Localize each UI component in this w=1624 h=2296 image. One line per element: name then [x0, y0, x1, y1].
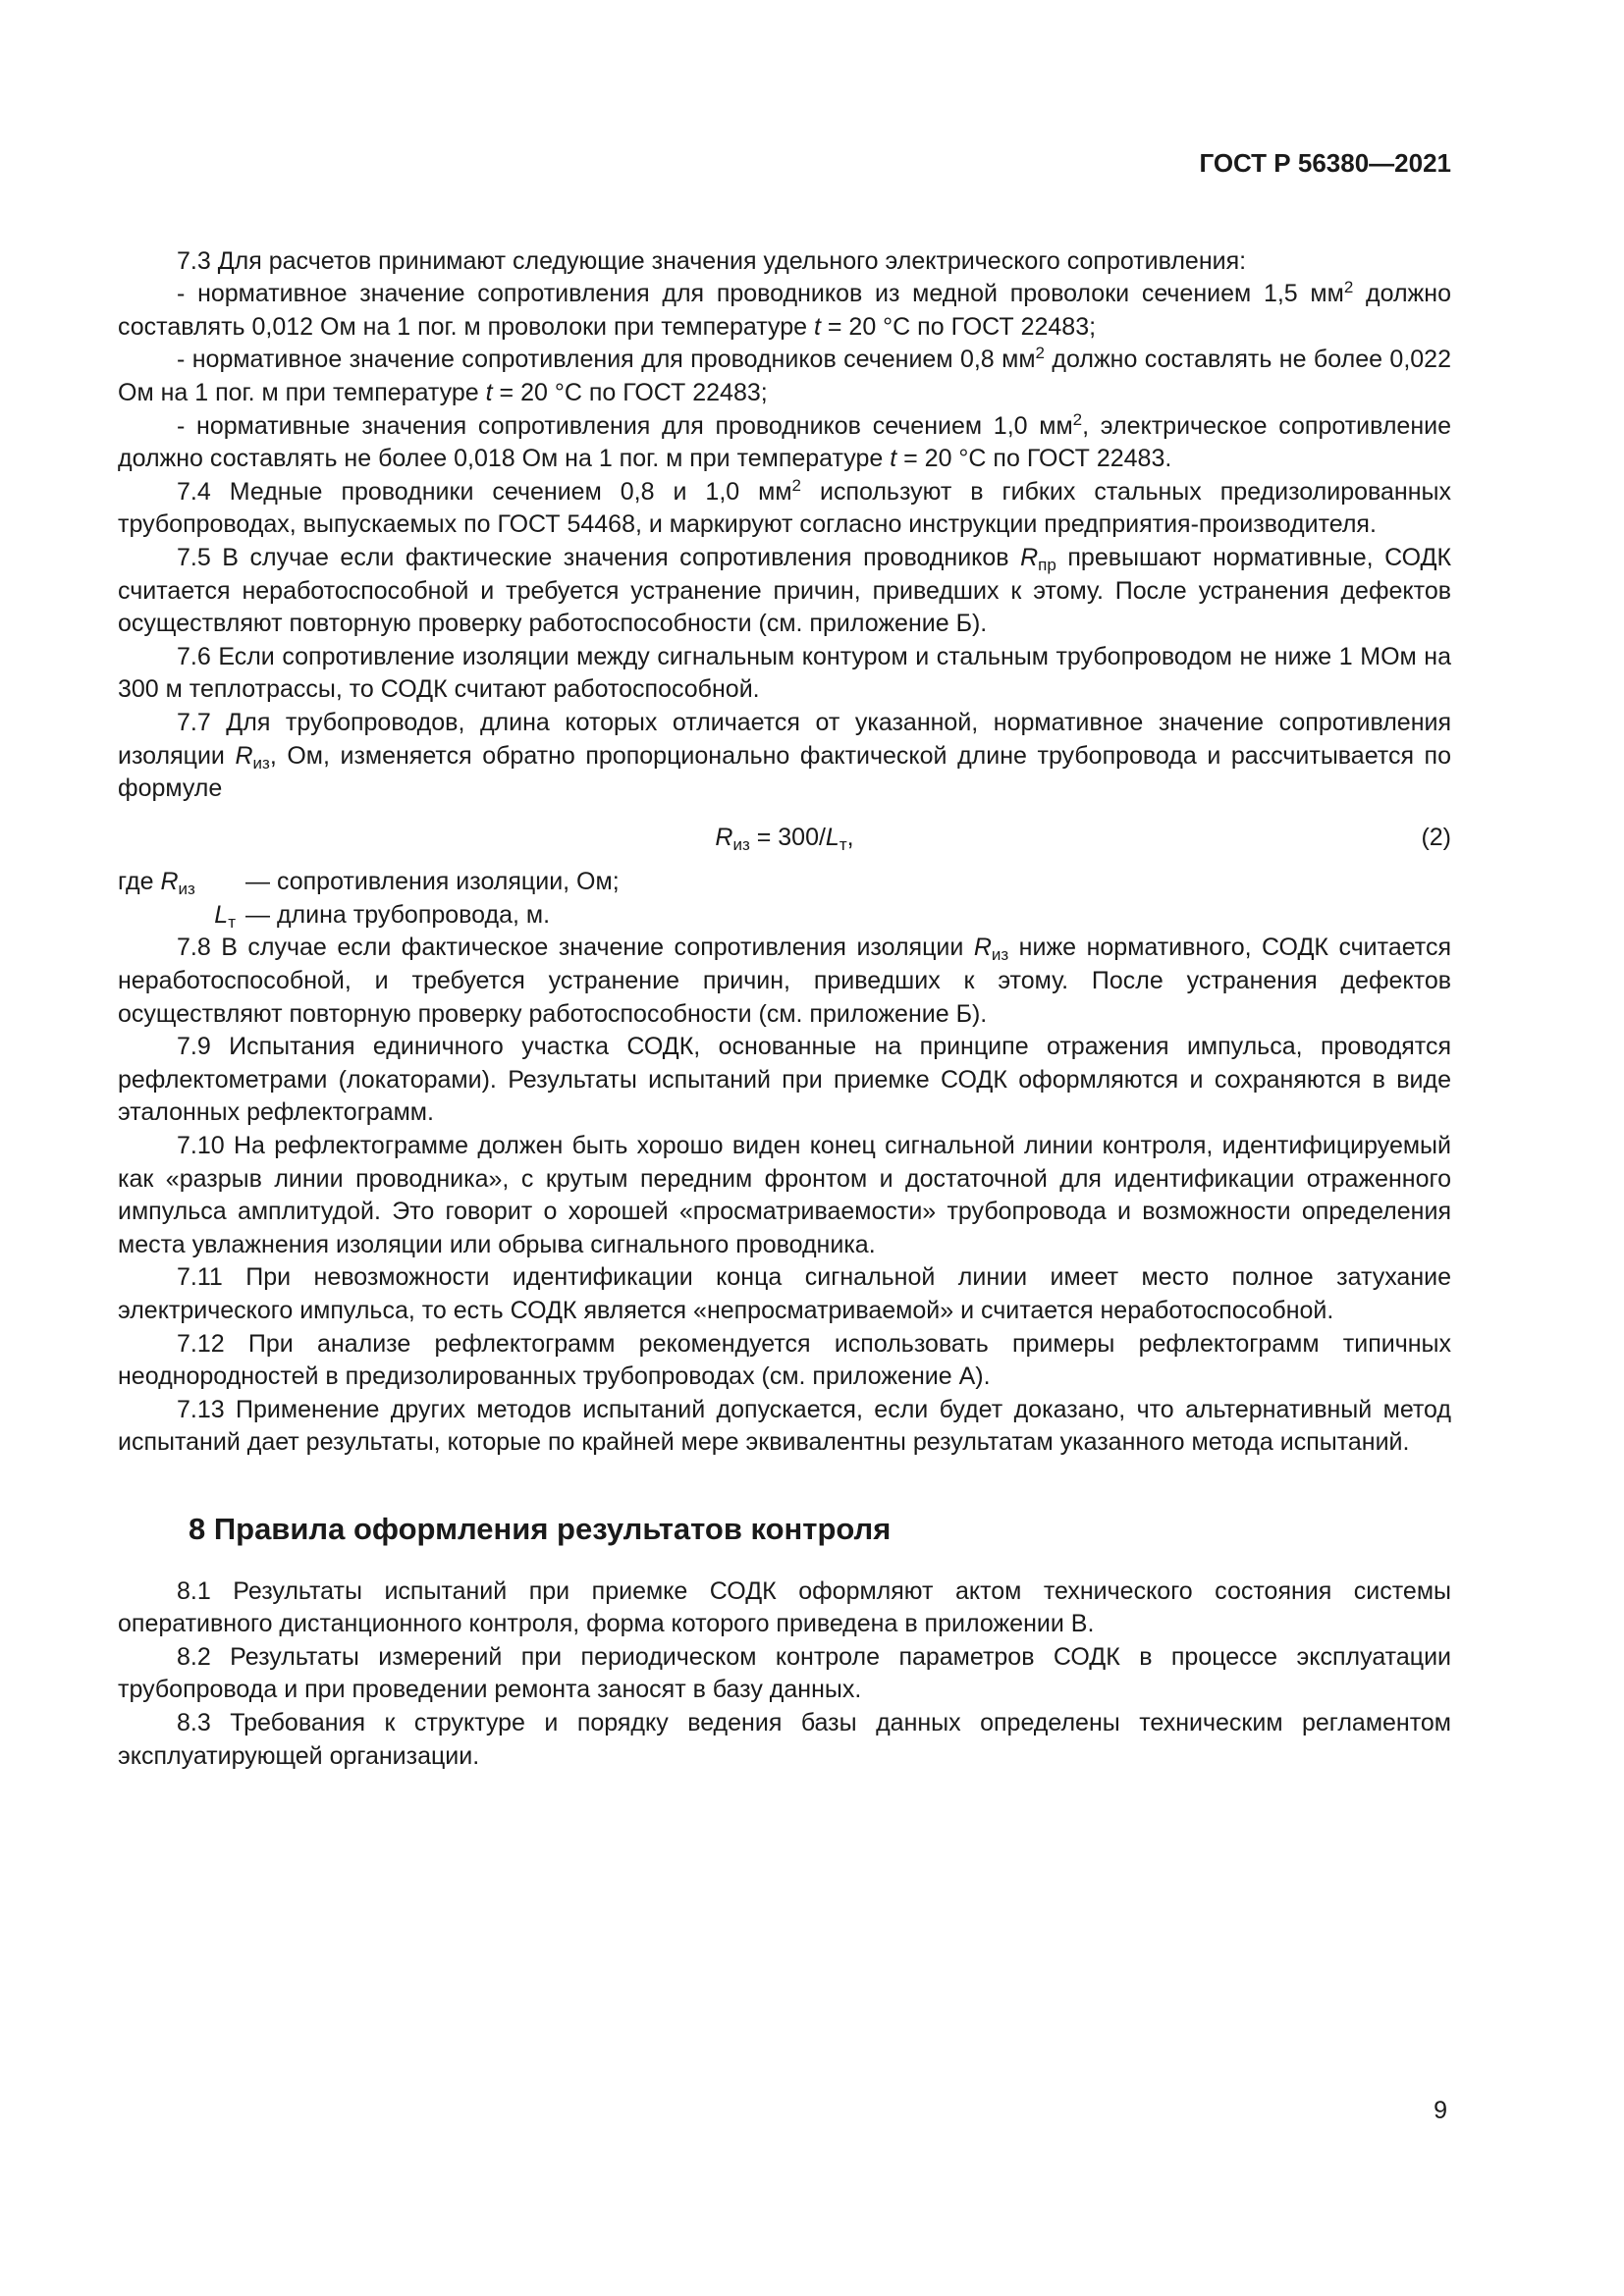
section-8-heading: 8 Правила оформления результатов контроля	[189, 1511, 892, 1546]
paragraph-7-10: 7.10 На рефлектограмме должен быть хорошо виден конец сигнальной линии контроля, идентифицируемый как «разрыв линии проводника», с крутым передним фронтом и достаточной для идентификации отраженного импульса амплитудой. Это говорит о хорошей «просматриваемости» трубопровода и возможности определения места увлажнения изоляции или обрыва сигнального проводника.	[118, 1132, 1451, 1258]
paragraph-8-1: 8.1 Результаты испытаний при приемке СОДК оформляют актом технического состояния системы оперативного дистанционного контроля, форма которого приведена в приложении В.	[118, 1576, 1451, 1638]
page-number: 9	[1434, 2097, 1447, 2124]
formula-2: $R_{из} = 300/L_т$, (2)	[715, 823, 1451, 854]
paragraph-7-3-intro: 7.3 Для расчетов принимают следующие значения удельного электрического сопротивления:	[177, 246, 1247, 275]
paragraph-7-8: 7.8 В случае если фактическое значение сопротивления изоляции $R_{из}$ ниже нормативного, СОДК считается неработоспособной, и требуется устранение причин, приведших к этому. После устранения дефектов осуществляют повторную проверку работоспособности (см. приложение Б).	[118, 934, 1452, 1028]
paragraph-7-6: 7.6 Если сопротивление изоляции между сигнальным контуром и стальным трубопроводом не ниже 1 МОм на 300 м теплотрассы, то СОДК считают работоспособной.	[118, 642, 1451, 704]
paragraph-8-3: 8.3 Требования к структуре и порядку ведения базы данных определены техническим регламентом эксплуатирующей организации.	[118, 1708, 1451, 1770]
paragraph-7-11: 7.11 При невозможности идентификации конца сигнальной линии имеет место полное затухание электрического импульса, то есть СОДК является «непросматриваемой» и считается неработоспособной.	[118, 1263, 1451, 1324]
paragraph-7-9: 7.9 Испытания единичного участка СОДК, основанные на принципе отражения импульса, проводятся рефлектометрами (локаторами). Результаты испытаний при приемке СОДК оформляются и сохраняются в виде эталонных рефлектограмм.	[118, 1033, 1451, 1127]
legend-row-r-iz: где $R_{из}$ — сопротивления изоляции, Ом;	[118, 868, 620, 899]
paragraph-7-12: 7.12 При анализе рефлектограмм рекомендуется использовать примеры рефлектограмм типичных неоднородностей в предизолированных трубопроводах (см. приложение А).	[118, 1329, 1451, 1391]
paragraph-7-3-bullet-1: - нормативное значение сопротивления для проводников из медной проволоки сечением 1,5 $мм^2$ должно составлять 0,012 Ом на 1 пог. м проволоки при температуре t = 20 °С по ГОСТ 22483;	[118, 278, 1451, 341]
paragraph-7-7: 7.7 Для трубопроводов, длина которых отличается от указанной, нормативное значение сопротивления изоляции $R_{из}$, Ом, изменяется обратно пропорционально фактической длине трубопровода и рассчитывается по формуле	[118, 708, 1451, 803]
formula-legend	[118, 866, 1451, 932]
paragraph-7-13: 7.13 Применение других методов испытаний допускается, если будет доказано, что альтернативный метод испытаний дает результаты, которые по крайней мере эквивалентны результатам указанного метода испытаний.	[118, 1395, 1451, 1457]
paragraph-7-3-bullet-3: - нормативные значения сопротивления для проводников сечением 1,0 $мм^2$, электрическое сопротивление должно составлять не более 0,018 Ом на 1 пог. м при температуре t = 20 °С по ГОСТ 22483.	[118, 409, 1451, 473]
paragraph-8-2: 8.2 Результаты измерений при периодическом контроле параметров СОДК в процессе эксплуатации трубопровода и при проведении ремонта заносят в базу данных.	[118, 1642, 1451, 1704]
paragraph-7-4: 7.4 Медные проводники сечением 0,8 и 1,0 $мм^2$ используют в гибких стальных предизолированных трубопроводах, выпускаемых по ГОСТ 54468, и маркируют согласно инструкции предприятия-производителя.	[118, 475, 1451, 539]
formula-number: (2)	[1421, 823, 1451, 851]
legend-row-l-t: $L_т$ — длина трубопровода, м.	[214, 900, 551, 932]
paragraph-7-3-bullet-2: - нормативное значение сопротивления для проводников сечением 0,8 $мм^2$ должно составлять не более 0,022 Ом на 1 пог. м при температуре t = 20 °С по ГОСТ 22483;	[118, 344, 1451, 406]
document-header: ГОСТ Р 56380—2021	[1199, 148, 1451, 178]
paragraph-7-5: 7.5 В случае если фактические значения сопротивления проводников $R_{пр}$ превышают нормативные, СОДК считается неработоспособной и требуется устранение причин, приведших к этому. После устранения дефектов осуществляют повторную проверку работоспособности (см. приложение Б).	[118, 543, 1452, 638]
